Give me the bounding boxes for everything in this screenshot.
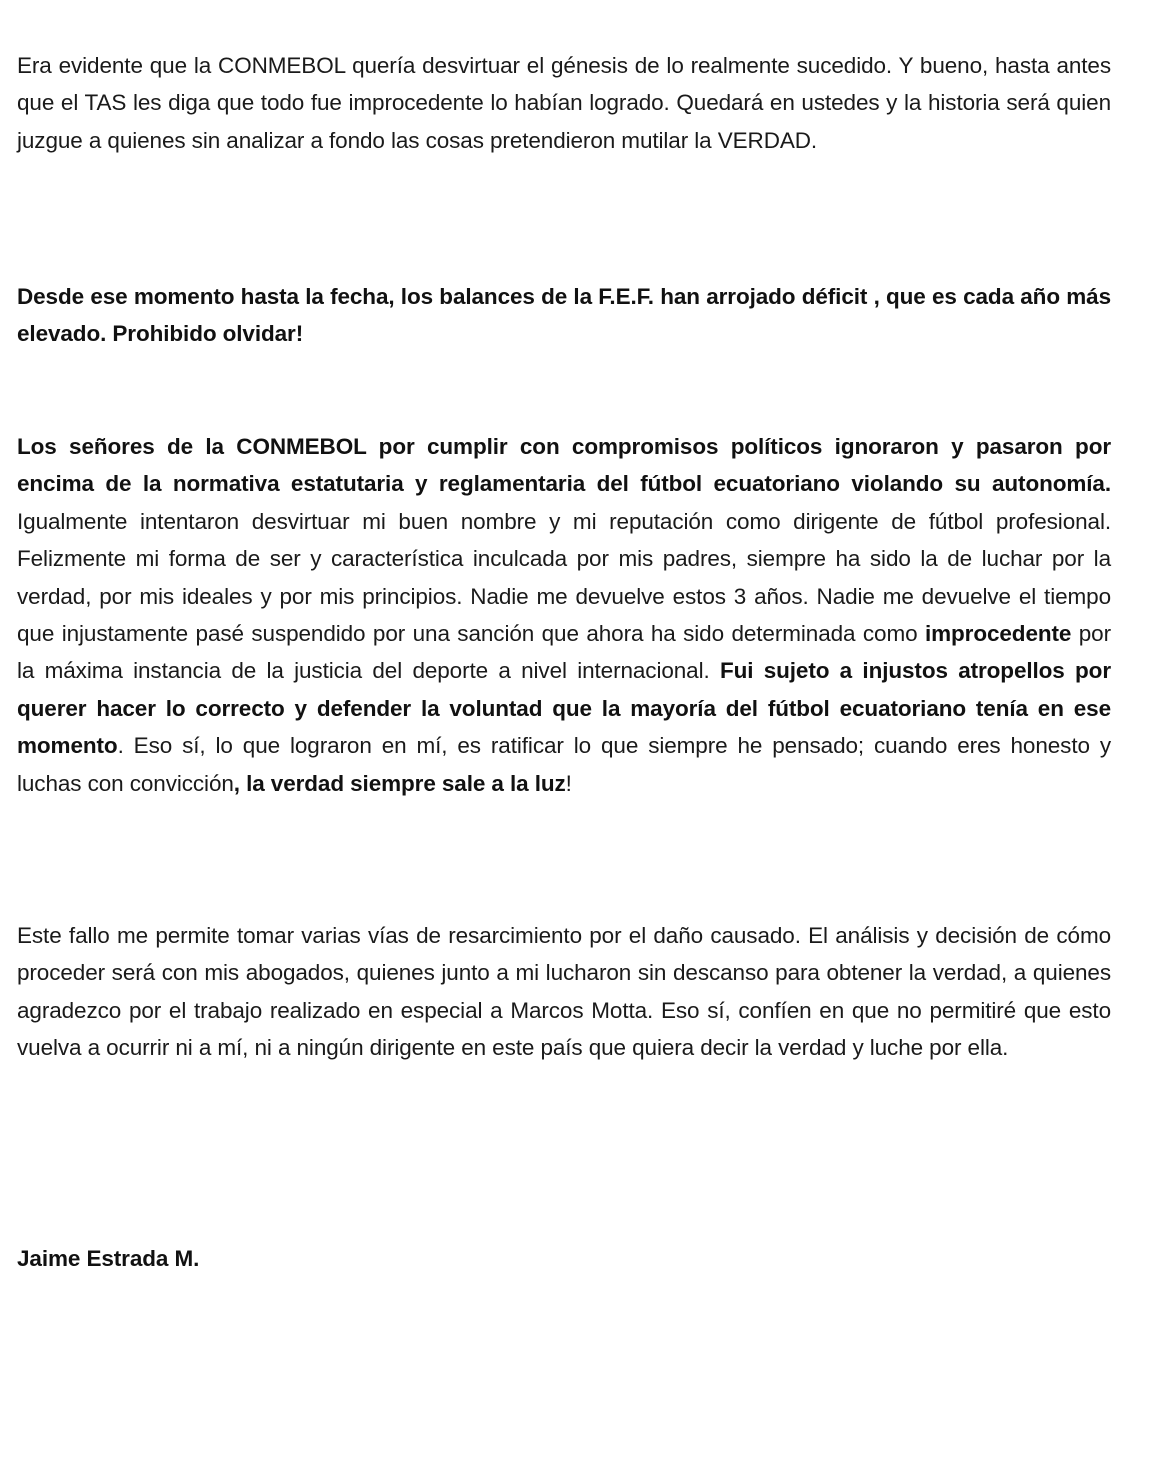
text-segment-a: Igualmente intentaron desvirtuar mi buen nombre y mi reputación como dirigente de fútbol profesional. Felizmente mi forma de ser y característica inculcada por mis padres, siempre ha sido la de luchar por la verdad, por mis ideales y por mis principios. Nadie me devuelve estos 3 años. Nadie me devuelve el tiempo que injustamente pasé suspendido por una sanción que ahora ha sido determinada como [17, 508, 1111, 647]
paragraph-autonomia [17, 428, 1111, 802]
text-segment-d: ! [565, 770, 572, 796]
signature [17, 1240, 1111, 1277]
bold-improcedente: improcedente [924, 621, 1072, 647]
paragraph-deficit [17, 278, 1111, 353]
paragraph-resarcimiento: Este fallo me permite tomar varias vías de resarcimiento por el daño causado. El análisis y decisión de cómo proceder será con mis abogados, quienes junto a mi lucharon sin descanso para obtener la verdad, a quienes agradezco por el trabajo realizado en especial a Marcos Motta. Eso sí, confíen en que no permitiré que esto vuelva a ocurrir ni a mí, ni a ningún dirigente en este país que quiera decir la verdad y luche por ella. [17, 923, 1111, 1061]
bold-intro: Los señores de la CONMEBOL por cumplir con compromisos políticos ignoraron y pasaron por encima de la normativa estatutaria y reglamentaria del fútbol ecuatoriano violando su autonomía. [17, 434, 1111, 497]
paragraph-conmebol-verdad: Era evidente que la CONMEBOL quería desvirtuar el génesis de lo realmente sucedido. Y bueno, hasta antes que el TAS les diga que todo fue improcedente lo habían logrado. Quedará en ustedes y la historia será quien juzgue a quienes sin analizar a fondo las cosas pretendieron mutilar la VERDAD. [17, 53, 1111, 153]
bold-fui-sujeto: Fui sujeto a injustos atropellos por querer hacer lo correcto y defender la voluntad que la mayoría del fútbol ecuatoriano tenía en ese momento [17, 658, 1111, 759]
bold-la-verdad: , la verdad siempre sale a la luz [233, 770, 566, 796]
paragraph-deficit-bold: Desde ese momento hasta la fecha, los balances de la F.E.F. han arrojado déficit , que es cada año más elevado. Prohibido olvidar! [17, 284, 1111, 347]
text-segment-c: . Eso sí, lo que lograron en mí, es ratificar lo que siempre he pensado; cuando eres honesto y luchas con convicción [17, 733, 1111, 796]
signature-name: Jaime Estrada M. [17, 1246, 200, 1271]
text-segment-b: por la máxima instancia de la justicia del deporte a nivel internacional. [17, 621, 1111, 684]
